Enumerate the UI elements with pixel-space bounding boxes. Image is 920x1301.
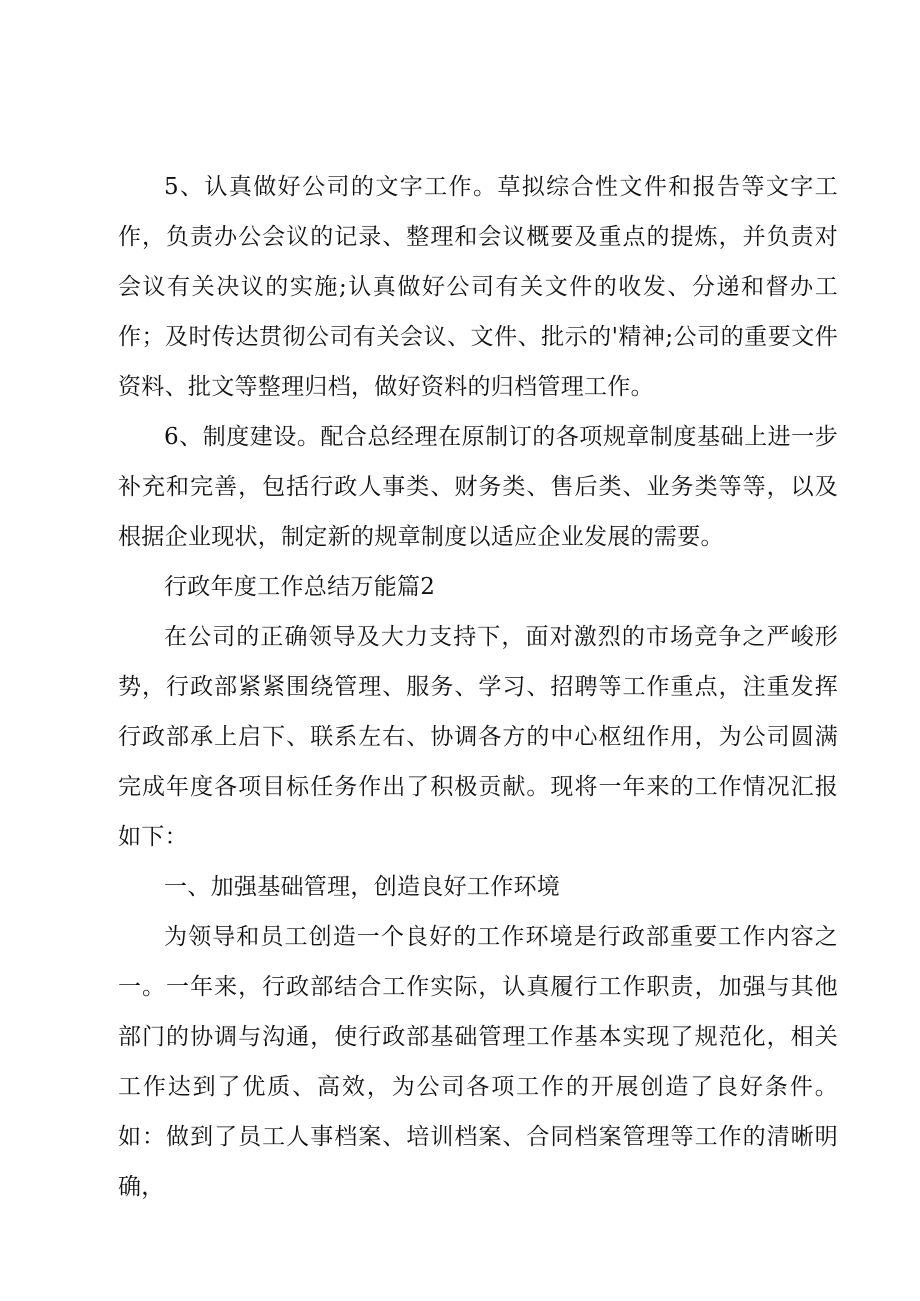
- intro-paragraph: 在公司的正确领导及大力支持下，面对激烈的市场竞争之严峻形势，行政部紧紧围绕管理、服务、学习、招聘等工作重点，注重发挥行政部承上启下、联系左右、协调各方的中心枢纽作用，为公司圆满完成年度各项目标任务作出了积极贡献。现将一年来的工作情况汇报如下：: [118, 624, 838, 850]
- paragraph-item-6: 6、制度建设。配合总经理在原制订的各项规章制度基础上进一步补充和完善，包括行政人事类、财务类、售后类、业务类等等，以及根据企业现状，制定新的规章制度以适应企业发展的需要。: [118, 424, 838, 550]
- body-paragraph: 为领导和员工创造一个良好的工作环境是行政部重要工作内容之一。一年来，行政部结合工作实际，认真履行工作职责，加强与其他部门的协调与沟通，使行政部基础管理工作基本实现了规范化，相关工作达到了优质、高效，为公司各项工作的开展创造了良好条件。如：做到了员工人事档案、培训档案、合同档案管理等工作的清晰明确，: [118, 924, 838, 1200]
- paragraph-item-5: 5、认真做好公司的文字工作。草拟综合性文件和报告等文字工作，负责办公会议的记录、整理和会议概要及重点的提炼，并负责对会议有关决议的实施;认真做好公司有关文件的收发、分递和督办工作；及时传达贯彻公司有关会议、文件、批示的'精神;公司的重要文件资料、批文等整理归档，做好资料的归档管理工作。: [118, 174, 838, 400]
- subsection-heading: 一、加强基础管理，创造良好工作环境: [164, 874, 561, 900]
- document-body: [118, 162, 838, 1212]
- section-title: 行政年度工作总结万能篇2: [164, 574, 436, 600]
